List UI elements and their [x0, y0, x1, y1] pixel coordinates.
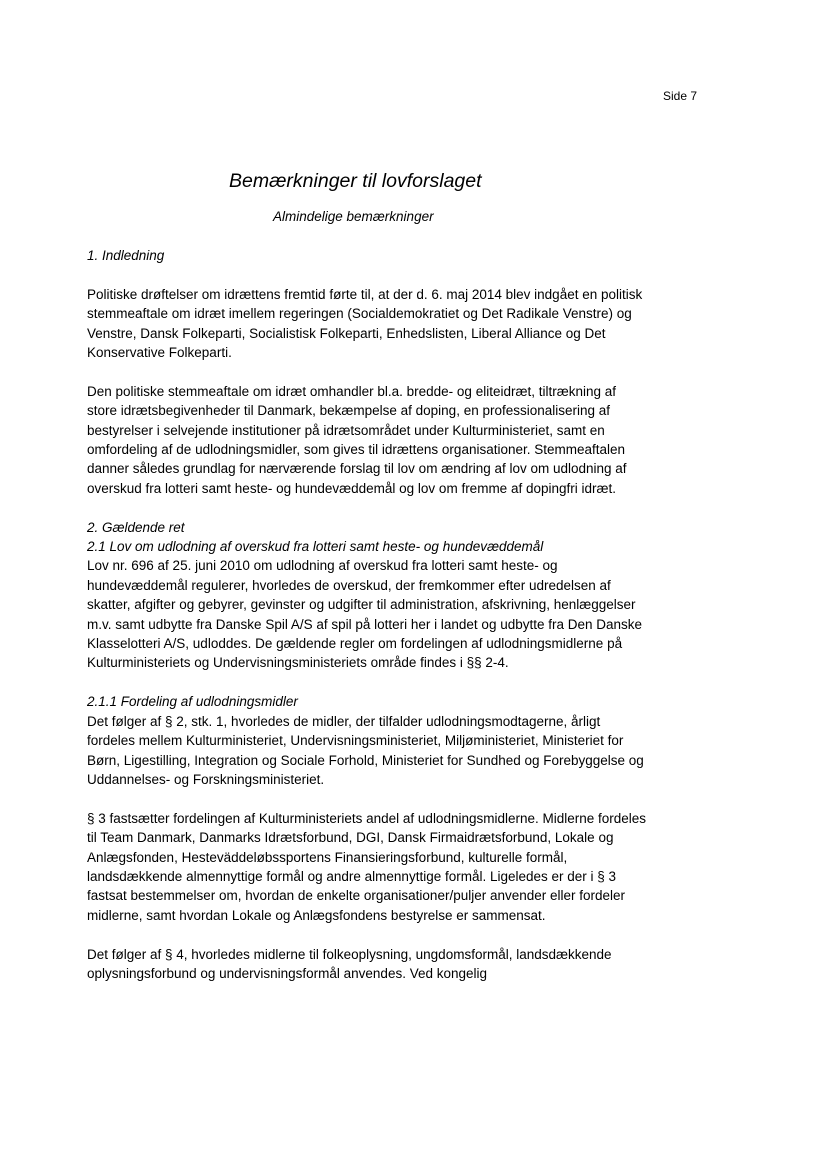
section-heading-indledning: [87, 246, 647, 265]
page-number: Side 7: [662, 89, 697, 103]
paragraph: Politiske drøftelser om idrættens fremtid førte til, at der d. 6. maj 2014 blev indgået en politisk stemmeaftale om idræt imellem regeringen (Socialdemokratiet og Det Radikale Venstre) og Venstre, Dansk Folkeparti, Socialistisk Folkeparti, Enhedslisten, Liberal Alliance og Det Konservative Folkeparti.: [87, 286, 643, 361]
heading-2-1: 2.1 Lov om udlodning af overskud fra lotteri samt heste- og hundevæddemål: [87, 539, 544, 555]
document-body: [87, 246, 647, 1003]
paragraph: Det følger af § 4, hvorledes midlerne til folkeoplysning, ungdomsformål, landsdækkende oplysningsforbund og undervisningsformål anvendes. Ved kongelig: [87, 946, 612, 981]
heading-2-1-1: 2.1.1 Fordeling af udlodningsmidler: [87, 694, 298, 710]
document-subtitle: Almindelige bemærkninger: [273, 209, 434, 224]
paragraph: Det følger af § 2, stk. 1, hvorledes de midler, der tilfalder udlodningsmodtagerne, årligt fordeles mellem Kulturministeriet, Undervisningsministeriet, Miljøministeriet, Ministeriet for Børn, Ligestilling, Integration og Sociale Forhold, Ministeriet for Sundhed og Forebyggelse og Uddannelses- og Forskningsministeriet.: [87, 713, 644, 787]
document-title: Bemærkninger til lovforslaget: [229, 170, 482, 192]
paragraph: Lov nr. 696 af 25. juni 2010 om udlodning af overskud fra lotteri samt heste- og hundevæddemål regulerer, hvorledes de overskud, der fremkommer efter udredelsen af skatter, afgifter og gebyrer, gevinster og udgifter til administration, afskrivning, henlæggelser m.v. samt udbytte fra Danske Spil A/S af spil på lotteri her i landet og udbytte fra Den Danske Klasselotteri A/S, udloddes. De gældende regler om fordelingen af udlodningsmidlerne på Kulturministeriets og Undervisningsministeriets område findes i §§ 2-4.: [87, 558, 643, 671]
heading-2: 2. Gældende ret: [87, 519, 185, 535]
section-fordeling: [87, 692, 647, 789]
section-gaeldende-ret: [87, 518, 647, 673]
heading-1: 1. Indledning: [87, 248, 165, 263]
paragraph: § 3 fastsætter fordelingen af Kulturministeriets andel af udlodningsmidlerne. Midlerne fordeles til Team Danmark, Danmarks Idrætsforbund, DGI, Dansk Firmaidrætsforbund, Lokale og Anlægsfonden, Hesteväddeløbssportens Finansieringsforbund, kulturelle formål, landsdækkende almennyttige formål og andre almennyttige formål. Ligeledes er der i § 3 fastsat bestemmelser om, hvordan de enkelte organisationer/puljer anvender eller fordeler midlerne, samt hvordan Lokale og Anlægsfondens bestyrelse er sammensat.: [87, 810, 647, 923]
paragraph: Den politiske stemmeaftale om idræt omhandler bl.a. bredde- og eliteidræt, tiltrækning af store idrætsbegivenheder til Danmark, bekæmpelse af doping, en professionalisering af bestyrelser i selvejende institutioner på idrætsområdet under Kulturministeriet, samt en omfordeling af de udlodningsmidler, som gives til idrættens organisationer. Stemmeaftalen danner således grundlag for nærværende forslag til lov om ændring af lov om udlodning af overskud fra lotteri samt heste- og hundevæddemål og lov om fremme af dopingfri idræt.: [87, 383, 627, 496]
